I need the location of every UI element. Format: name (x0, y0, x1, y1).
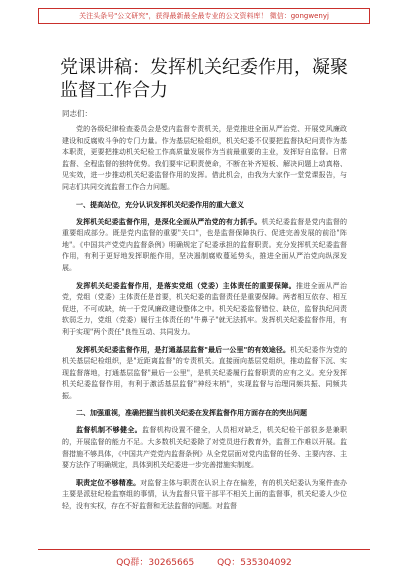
paragraph-text: 党的各级纪律检查委员会是党内监督专责机关，是党推进全面从严治党、开展党风廉政建设和反腐败斗争的专门力量。作为基层纪检组织，机关纪委不仅要把监督执纪问责作为基本职责，更要把推动机关纪检工作高质量发展作为当前最重要的主业，发挥好自监督。日常监督、全程监督的独特优势。我们要牢记职责使命，不断在补齐短板、解决问题上动真格、见实效，进一步推动机关纪委监督作用的发挥。借此机会，由我为大家作一堂党课报告，与同志们共同交流监督工作合力问题。 (62, 125, 347, 191)
body-paragraph (62, 425, 347, 471)
body-paragraph (62, 217, 347, 275)
paragraph-text: 机关纪委监督是党内监督的重要组成部分。既是党内监督的重要"关口"，也是监督保障执行、促进完善发展的前沿"阵地"。《中国共产党党内监督条例》明确规定了纪委承担的监督职责。充分发挥机关纪委监督作用，有利于更好地发挥职能作用，坚决遏制腐败蔓延势头，推进全面从严治党向纵深发展。 (62, 217, 348, 272)
footer-qq-group: QQ群：30265665 (116, 558, 195, 568)
footer-qq: QQ：535304092 (217, 558, 292, 568)
body-paragraph (62, 281, 347, 339)
body-paragraph (62, 345, 347, 403)
paragraph-lead: 职责定位不够精准。 (76, 478, 141, 487)
section-heading: 一、提高站位，充分认识发挥机关纪委作用的重大意义 (76, 200, 244, 209)
paragraph-lead: 发挥机关纪委监督作用，是打通基层监督"最后一公里"的有效途径。 (76, 345, 291, 354)
footer-divider (38, 549, 370, 550)
footer (0, 555, 408, 568)
body-paragraph (62, 478, 347, 513)
paragraph-lead: 监督机制不够健全。 (76, 426, 142, 435)
paragraph-text: 机关纪委作为党的机关基层纪检组织，是"近距离监督"的专责机关。直接面向基层党组织，推动监督下沉、实现监督落地，打通基层监督"最后一公里"，是机关纪委履行监督职责的应有之义。充分发挥机关纪委监督作用，有利于激活基层监督"神经末梢"，实现监督与治理同频共振、同频共振。 (62, 345, 348, 400)
salutation: 同志们： (62, 109, 92, 118)
paragraph-text: 监督机构设置不健全，人员相对缺乏，机关纪检干部很多是兼职的，开展监督的能力不足。大多数机关纪委除了对党员进行教育外，监督工作难以开展。监督措施不够具体，《中国共产党党内监督条例》从全党层面对党内监督的任务、主要内容、主要方法作了明确规定，具体到机关纪委进一步完善措施实制度。 (62, 426, 347, 470)
paragraph-lead: 发挥机关纪委监督作用，是落实党组（党委）主体责任的重要保障。 (76, 281, 296, 290)
paragraph-text: 推进全面从严治党，党组（党委）主体责任是首要，机关纪委的监督责任是重要保障。两者相互依存、相互促进，不可或缺，统一于党风廉政建设整体之中。机关纪委监督错位、缺位，监督执纪问责软弱乏力，党组（党委）履行主体责任的"牛鼻子"就无法抓牢。发挥机关纪委监督作用，有利于实现"两个责任"良性互动、共同发力。 (62, 281, 347, 336)
paragraph-lead: 发挥机关纪委监督作用，是深化全面从严治党的有力抓手。 (76, 217, 262, 226)
document-body (62, 124, 347, 519)
top-banner: 关注头条号"公文研究"，获得最新最全最专业的公文资料库！ 微信：gongwenyj (38, 8, 370, 24)
body-paragraph (62, 124, 347, 194)
document-title: 党课讲稿：发挥机关纪委作用，凝聚监督工作合力 (60, 57, 348, 101)
paragraph-text: 对监督主体与职责在认识上存在偏差，有的机关纪委认为案件查办主要是派驻纪检监察组的事情，认为监督只管干部平不相关上面的监督事，机关纪委人少位轻，没有实权，存在不好监督和无法监督的问题。对监督 (62, 478, 348, 511)
section-heading: 二、加强重视，准确把握当前机关纪委在发挥监督作用方面存在的突出问题 (76, 409, 307, 418)
